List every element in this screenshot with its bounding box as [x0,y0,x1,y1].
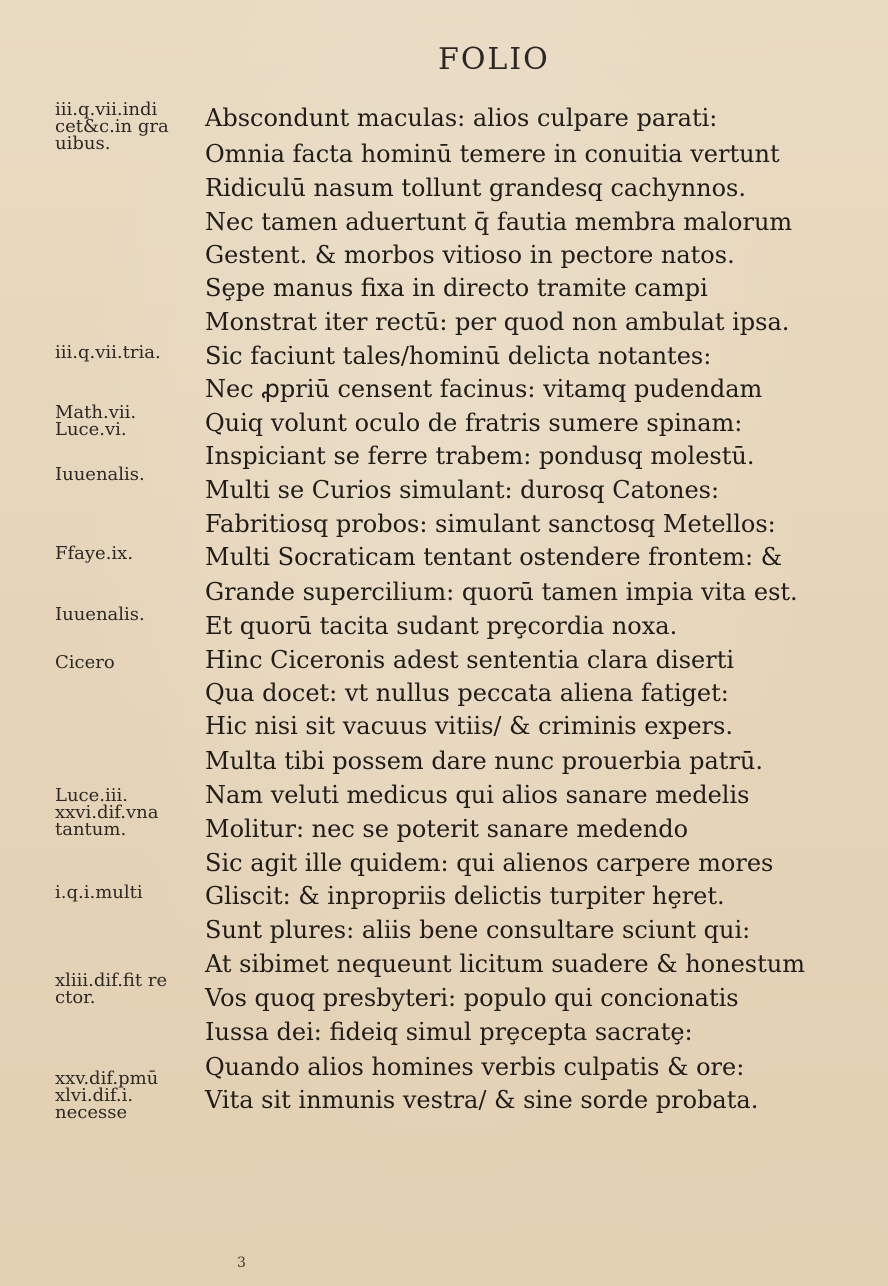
text-line: Vita sit inmunis vestra/ & sine sorde probata. [205,1086,759,1114]
margin-note: i.q.i.multi [55,882,143,903]
text-line: Fabritiosq probos: simulant sanctosq Metellos: [205,510,776,538]
margin-note: iii.q.vii.tria. [55,342,161,363]
folio-mark: 3 [237,1255,246,1271]
margin-note: Iuuenalis. [55,604,145,625]
margin-note: xliii.dif.fit re ctor. [55,970,168,1008]
page-header: FOLIO [438,42,550,77]
text-line: Iussa dei: fideiq simul prȩcepta sacratȩ: [205,1018,693,1046]
margin-note: iii.q.vii.indi cet&c.in gra uibus. [55,99,169,154]
margin-note: Cicero [55,652,115,673]
text-line: Gestent. & morbos vitioso in pectore natos. [205,241,735,269]
margin-note: xxv.dif.pmū xlvi.dif.i. necesse [55,1068,159,1123]
text-line: Quando alios homines verbis culpatis & ore: [205,1053,745,1081]
text-line: Multi se Curios simulant: durosq Catones: [205,476,720,504]
text-line: Ridiculū nasum tollunt grandesq cachynnos. [205,174,746,202]
text-line: Qua docet: vt nullus peccata aliena fatiget: [205,679,729,707]
margin-note: Math.vii. Luce.vi. [55,402,137,440]
text-line: Grande supercilium: quorū tamen impia vita est. [205,578,798,606]
text-line: Hinc Ciceronis adest sententia clara diserti [205,646,735,674]
text-line: Quiq volunt oculo de fratris sumere spinam: [205,409,743,437]
text-line: Multa tibi possem dare nunc prouerbia patrū. [205,747,763,775]
text-line: Sic faciunt tales/hominū delicta notantes: [205,342,712,370]
text-line: Molitur: nec se poterit sanare medendo [205,815,689,843]
text-line: Vos quoq presbyteri: populo qui concionatis [205,984,739,1012]
text-line: At sibimet nequeunt licitum suadere & honestum [205,950,805,978]
text-line: Nec tamen aduertunt q̄ fautia membra malorum [205,208,793,236]
text-line: Nam veluti medicus qui alios sanare medelis [205,781,750,809]
margin-note: Luce.iii. xxvi.dif.vna tantum. [55,785,159,840]
text-line: Sunt plures: aliis bene consultare sciunt qui: [205,916,751,944]
text-line: Gliscit: & inpropriis delictis turpiter hȩret. [205,882,725,910]
text-line: Hic nisi sit vacuus vitiis/ & criminis expers. [205,712,733,740]
text-line: Et quorū tacita sudant prȩcordia noxa. [205,612,678,640]
text-line: Monstrat iter rectū: per quod non ambulat ipsa. [205,308,790,336]
text-line: Inspiciant se ferre trabem: pondusq molestū. [205,442,755,470]
margin-note: Iuuenalis. [55,464,145,485]
text-line: Omnia facta hominū temere in conuitia vertunt [205,140,780,168]
text-line: Nec ꝓpriū censent facinus: vitamq pudendam [205,375,763,403]
text-line: Abscondunt maculas: alios culpare parati: [205,104,718,132]
text-line: Sȩpe manus fixa in directo tramite campi [205,274,708,302]
text-line: Sic agit ille quidem: qui alienos carpere mores [205,849,774,877]
text-line: Multi Socraticam tentant ostendere frontem: & [205,543,783,571]
margin-note: Ffaye.ix. [55,543,134,564]
